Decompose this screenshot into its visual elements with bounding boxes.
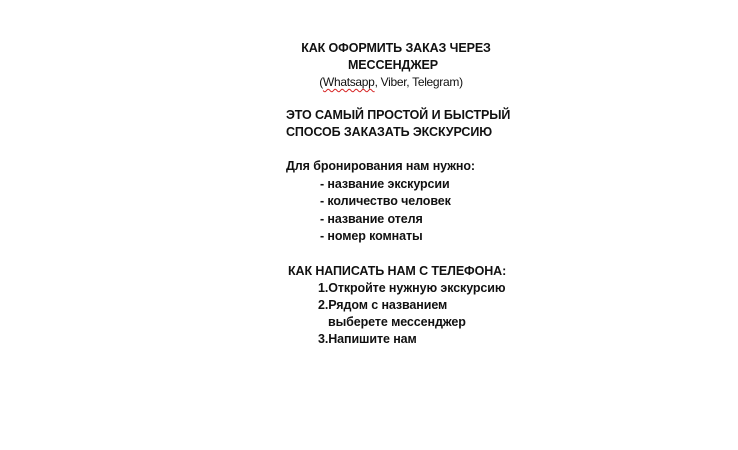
phone-step: 2.Рядом с названием	[318, 298, 448, 312]
messengers-line	[319, 74, 463, 90]
booking-item: - название отеля	[320, 212, 423, 226]
messengers-rest: , Viber, Telegram)	[374, 75, 463, 89]
messengers-open: (	[319, 75, 323, 89]
booking-item: - номер комнаты	[320, 229, 423, 243]
phone-heading: КАК НАПИСАТЬ НАМ С ТЕЛЕФОНА:	[288, 264, 507, 278]
booking-item: - количество человек	[320, 194, 451, 208]
title-line-2: МЕССЕНДЖЕР	[347, 58, 439, 72]
phone-step: 1.Откройте нужную экскурсию	[318, 281, 506, 295]
booking-heading: Для бронирования нам нужно:	[286, 159, 475, 173]
intro-line-2: СПОСОБ ЗАКАЗАТЬ ЭКСКУРСИЮ	[286, 125, 493, 139]
phone-step-continuation: выберете мессенджер	[328, 315, 466, 329]
phone-step: 3.Напишите нам	[318, 332, 417, 346]
title-line-1: КАК ОФОРМИТЬ ЗАКАЗ ЧЕРЕЗ	[301, 41, 491, 55]
intro-line-1: ЭТО САМЫЙ ПРОСТОЙ И БЫСТРЫЙ	[286, 108, 511, 122]
booking-item: - название экскурсии	[320, 177, 450, 191]
messenger-whatsapp: Whatsapp	[322, 75, 375, 89]
